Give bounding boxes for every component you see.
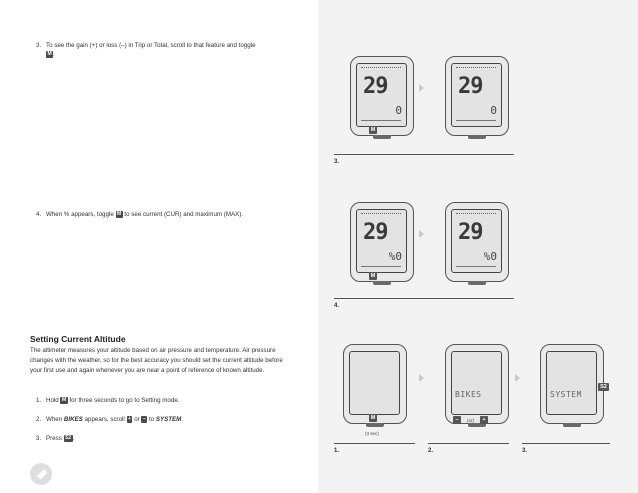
figure-divider bbox=[428, 443, 509, 444]
bike-computer-step-1 bbox=[343, 344, 407, 424]
device-mount bbox=[373, 135, 391, 139]
instruction-step-3 bbox=[36, 41, 276, 59]
step-text: Hold bbox=[46, 397, 59, 404]
bike-computer-step-3 bbox=[540, 344, 604, 424]
step-text: appears, scroll bbox=[84, 416, 125, 423]
step-number: 4. bbox=[36, 211, 42, 218]
instruction-step-4 bbox=[36, 210, 296, 219]
display-bikes-text: BIKES bbox=[455, 390, 482, 399]
display-main-value: 29 bbox=[363, 74, 388, 99]
display-percent-value: %0 bbox=[388, 250, 402, 263]
hold-duration-caption: (3 sec) bbox=[365, 431, 379, 436]
system-label: SYSTEM bbox=[155, 416, 182, 423]
display-top-segments bbox=[456, 213, 496, 218]
step-text: When bbox=[46, 416, 63, 423]
step-number: 1. bbox=[36, 397, 42, 404]
step-text: to bbox=[148, 416, 155, 423]
section-heading: Setting Current Altitude bbox=[30, 334, 126, 344]
device-mount bbox=[373, 281, 391, 285]
device-mount bbox=[366, 423, 384, 427]
device-screen bbox=[356, 209, 407, 273]
figure-divider bbox=[334, 443, 415, 444]
plus-button-icon: + bbox=[480, 416, 488, 424]
bike-computer-current bbox=[350, 202, 414, 282]
bike-computer-step-2 bbox=[445, 344, 509, 424]
device-mount bbox=[468, 281, 486, 285]
step-end: to see current (CUR) and maximum (MAX). bbox=[124, 211, 244, 218]
step-text: Press bbox=[46, 435, 62, 442]
step-number: 2. bbox=[36, 416, 42, 423]
figure-divider bbox=[334, 154, 514, 155]
minus-key-icon: – bbox=[142, 415, 146, 422]
setting-step-2 bbox=[36, 415, 183, 424]
step-number: 3. bbox=[36, 42, 42, 49]
m-button-icon: M bbox=[370, 415, 376, 421]
device-mount bbox=[468, 135, 486, 139]
setting-step-3 bbox=[36, 434, 74, 443]
section-paragraph: The altimeter measures your altitude based on air pressure and temperature. Air pressure changes with the weather, so for the best accuracy you should set the current altitude before your first use and again whenever you are near a point of reference of known altitude. bbox=[30, 347, 283, 374]
step-end: . bbox=[181, 416, 184, 423]
s2-key-icon: S2 bbox=[65, 434, 72, 441]
device-screen bbox=[546, 351, 597, 415]
display-main-value: 29 bbox=[458, 74, 483, 99]
display-bottom-segments bbox=[456, 266, 496, 272]
device-screen bbox=[451, 351, 502, 415]
m-key-icon: M bbox=[117, 210, 122, 217]
setting-step-1 bbox=[36, 396, 179, 405]
display-system-text: SYSTEM bbox=[550, 390, 582, 399]
m-key-icon: M bbox=[47, 50, 52, 57]
next-arrow-icon bbox=[515, 374, 520, 382]
bike-computer-before bbox=[350, 56, 414, 136]
step-text: for three seconds to go to Setting mode. bbox=[69, 397, 180, 404]
step-number: 3. bbox=[36, 435, 42, 442]
device-screen bbox=[349, 351, 400, 415]
minus-button-icon: – bbox=[453, 416, 461, 424]
step-end: . bbox=[72, 435, 75, 442]
plus-key-icon: + bbox=[128, 415, 131, 422]
m-button-icon: M bbox=[370, 127, 376, 133]
m-button-icon: M bbox=[370, 273, 376, 279]
display-top-segments bbox=[361, 67, 401, 72]
display-secondary-value: 0 bbox=[490, 104, 497, 117]
figure-label: 1. bbox=[334, 448, 340, 454]
next-arrow-icon bbox=[419, 230, 424, 238]
brand-logo bbox=[30, 463, 52, 485]
device-screen bbox=[451, 209, 502, 273]
step-text: or bbox=[134, 416, 140, 423]
figure-label: 3. bbox=[334, 159, 340, 165]
device-screen bbox=[356, 63, 407, 127]
device-mount bbox=[563, 423, 581, 427]
s2-button-icon: S2 bbox=[598, 383, 609, 391]
or-caption: (or) bbox=[467, 418, 474, 423]
display-main-value: 29 bbox=[458, 220, 483, 245]
display-top-segments bbox=[361, 213, 401, 218]
figure-divider bbox=[334, 298, 514, 299]
m-key-icon: M bbox=[61, 396, 67, 403]
display-bottom-segments bbox=[456, 120, 496, 126]
step-text: When % appears, toggle bbox=[46, 211, 114, 218]
bike-computer-after bbox=[445, 56, 509, 136]
display-percent-value: %0 bbox=[483, 250, 497, 263]
display-bottom-segments bbox=[361, 266, 401, 272]
display-secondary-value: 0 bbox=[395, 104, 402, 117]
device-screen bbox=[451, 63, 502, 127]
figure-label: 3. bbox=[522, 448, 528, 454]
next-arrow-icon bbox=[419, 374, 424, 382]
bike-computer-maximum bbox=[445, 202, 509, 282]
display-top-segments bbox=[456, 67, 496, 72]
figure-label: 4. bbox=[334, 303, 340, 309]
next-arrow-icon bbox=[419, 84, 424, 92]
step-text: To see the gain (+) or loss (–) in Trip or Total, scroll to that feature and toggle bbox=[46, 42, 256, 49]
figure-label: 2. bbox=[428, 448, 434, 454]
display-bottom-segments bbox=[361, 120, 401, 126]
step-end: . bbox=[53, 51, 55, 58]
display-main-value: 29 bbox=[363, 220, 388, 245]
figure-divider bbox=[522, 443, 610, 444]
bikes-label: BIKES bbox=[63, 416, 83, 423]
